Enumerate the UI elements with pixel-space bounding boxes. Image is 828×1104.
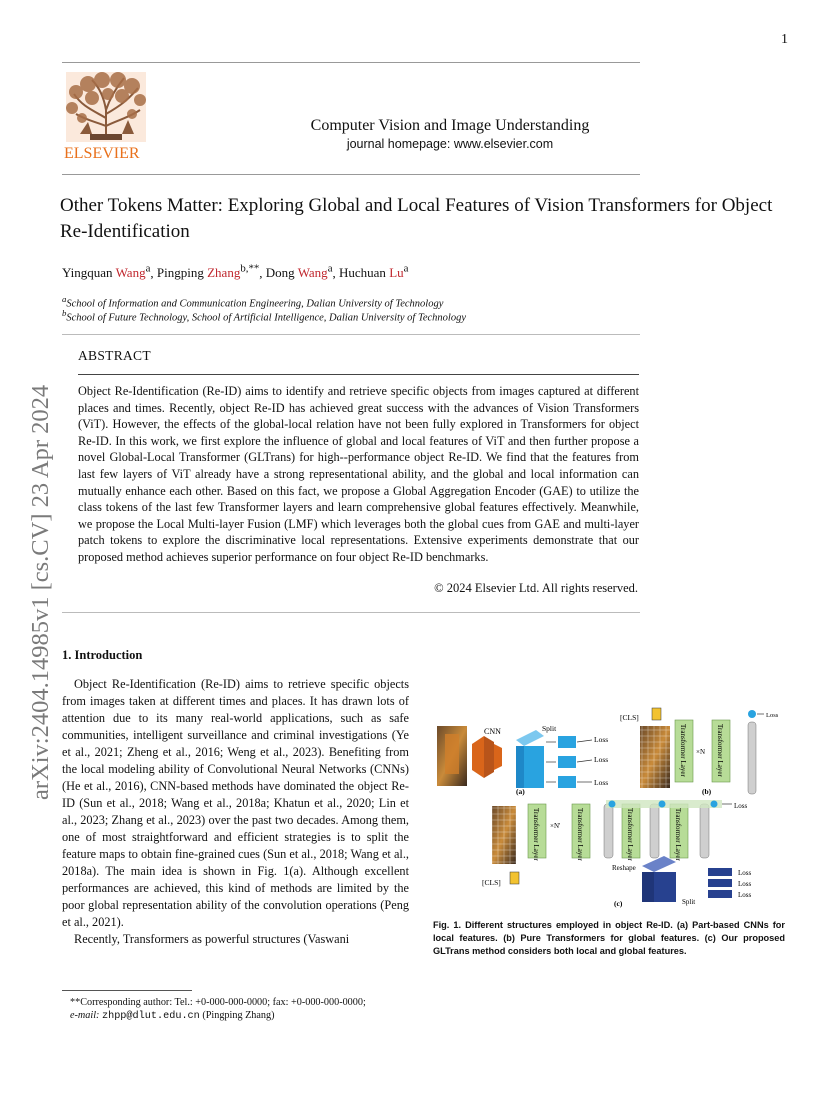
loss-a1: Loss (594, 735, 609, 744)
transformer-layer-c2: Transformer Layer (576, 808, 584, 861)
author-2: Pingping Zhang$^{b,**}$ (156, 263, 260, 281)
panel-b (620, 708, 779, 796)
loss-a3: Loss (594, 778, 609, 787)
abstract-heading: ABSTRACT (78, 348, 151, 363)
elsevier-wordmark: ELSEVIER (64, 145, 140, 162)
transformer-layer-c1: Transformer Layer (532, 808, 540, 861)
loss-c1: Loss (738, 869, 752, 877)
transformer-layer-c4: Transformer Layer (674, 808, 682, 861)
page-number: 1 (781, 32, 788, 47)
email-link[interactable]: zhpp@dlut.edu.cn (101, 1011, 200, 1022)
arxiv-identifier: arXiv:2404.14985v1 [cs.CV] 23 Apr 2024 (27, 384, 54, 800)
loss-c-top: Loss (734, 802, 748, 810)
times-n-b: ×N (696, 748, 706, 756)
section-heading: 1. Introduction (62, 648, 143, 662)
affiliation-a: $^a$School of Information and Communication Engineering, Dalian University of Technology (62, 294, 444, 310)
cls-label-b: [CLS] (620, 713, 639, 722)
footnote-rule (62, 990, 192, 991)
arxiv-stamp (17, 295, 57, 805)
elsevier-logo (62, 70, 152, 162)
split-label-a: Split (542, 724, 557, 733)
reshape-label: Reshape (612, 864, 636, 872)
loss-a2: Loss (594, 755, 609, 764)
journal-name: Computer Vision and Image Understanding (310, 117, 590, 134)
abstract-text: Object Re-Identification (Re-ID) aims to identify and retrieve specific objects from images captured at different places and times. Recently, object Re-ID has achieved great success with the advances of Vision Transformers (ViT). However, the effects of the global-local relation have not been fully explored in Transformers for object Re-ID. In this work, we first explore the influence of global and local features of ViT and then further propose a novel Global-Local Transformer (GLTrans) for high--performance object Re-ID. We find that the features from last few layers of ViT already have a strong representational ability, and the global and local information can mutually enhance each other. Based on this fact, we propose a Global Aggregation Encoder (GAE) to utilize the class tokens of the last few Transformer layers and learn comprehensive global features effectively. Meanwhile, we propose the Local Multi-layer Fusion (LMF) which leverages both the global cues from GAE and multi-layer patch tokens to explore the discriminative local representations. Extensive experiments demonstrate that our proposed method achieves superior performance on four object Re-ID benchmarks. (78, 384, 639, 564)
journal-header (200, 116, 700, 152)
panel-c-label: (c) (614, 899, 623, 908)
loss-b: Loss (766, 712, 779, 719)
panel-c (482, 800, 752, 908)
author-3: Dong Wang$^a$ (265, 263, 333, 281)
panel-b-label: (b) (702, 787, 712, 796)
journal-homepage[interactable]: journal homepage: www.elsevier.com (346, 137, 554, 151)
figure-1 (432, 700, 786, 910)
intro-paragraph-1: Object Re-Identification (Re-ID) aims to retrieve specific objects from images taken at different times and places. It has drawn lots of attention due to its many real-world applications, such as safe communities, intelligent surveillance and criminal investigations (Ye et al., 2021; Zheng et al., 2016; Weng et al., 2023). Benefiting from the local modeling ability of Convolutional Neural Networks (CNNs) (He et al., 2016), CNN-based methods have dominated the object Re-ID (Sun et al., 2018; Wang et al., 2018a; Khatun et al., 2020; Lin et al., 2023; Zhang et al., 2023) over the past two decades. Among them, one of most straightforward and efficient strategies is to split the feature maps to obtain fine-grained cues (Sun et al., 2018; Wang et al., 2018a). The main idea is shown in Fig. 1(a). Although excellent performances are achieved, this kind of methods are limited by the poor global representation ability of the convolution operations (Peng et al., 2021). (62, 677, 409, 929)
header-rule (62, 174, 640, 175)
abstract-top-rule (62, 334, 640, 335)
split-label-c: Split (682, 898, 696, 906)
affiliation-b: $^b$School of Future Technology, School of Artificial Intelligence, Dalian University of Technology (62, 308, 467, 324)
intro-column (62, 676, 409, 948)
author-list: Yingquan Wang$^a$, Pingping Zhang$^{b,**}$, Dong Wang$^a$, Huchuan Lu$^a$ (62, 263, 409, 281)
paper-title: Other Tokens Matter: Exploring Global and Local Features of Vision Transformers for Object Re-Identification (60, 195, 773, 242)
figure-caption: Fig. 1. Different structures employed in object Re-ID. (a) Part-based CNNs for local features. (b) Pure Transformers for global features. (c) Our proposed GLTrans method considers both local and global features. (433, 920, 785, 956)
abstract-bottom-rule (62, 612, 640, 613)
copyright: © 2024 Elsevier Ltd. All rights reserved. (434, 581, 638, 595)
footnote-email-line: e-mail: zhpp@dlut.edu.cn (Pingping Zhang) (70, 1010, 275, 1022)
transformer-layer-b1: Transformer Layer (679, 724, 687, 777)
abstract-heading-rule (78, 374, 639, 375)
times-n-prime: ×N' (550, 822, 561, 830)
loss-c3: Loss (738, 891, 752, 899)
author-4: Huchuan Lu$^a$ (339, 263, 409, 281)
panel-a-label: (a) (516, 787, 525, 796)
transformer-layer-c3: Transformer Layer (626, 808, 634, 861)
cls-label-c: [CLS] (482, 878, 501, 887)
footnote-contact: **Corresponding author: Tel.: +0-000-000-0000; fax: +0-000-000-0000; (70, 997, 366, 1008)
cnn-label: CNN (484, 727, 501, 736)
top-rule (62, 62, 640, 63)
transformer-layer-b2: Transformer Layer (716, 724, 724, 777)
author-1: Yingquan Wang$^a$ (62, 263, 151, 281)
footnote (70, 996, 430, 1023)
loss-c2: Loss (738, 880, 752, 888)
panel-a (437, 724, 608, 796)
intro-paragraph-2: Recently, Transformers as powerful structures (Vaswani (74, 932, 350, 946)
